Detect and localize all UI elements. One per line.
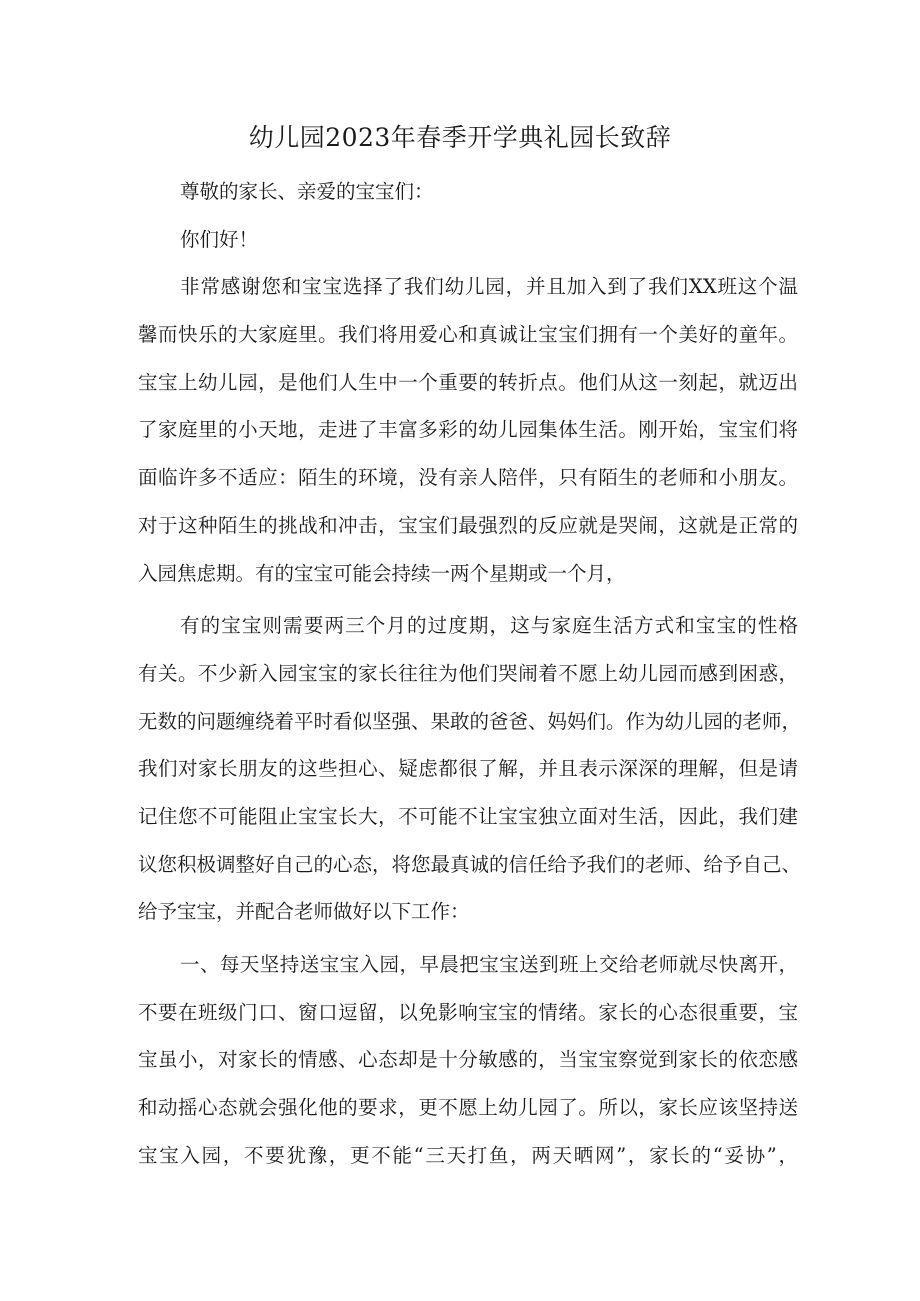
document-body: [138, 168, 802, 1179]
text-line: 记住您不可能阻止宝宝长大，不可能不让宝宝独立面对生活，因此，我们建: [138, 804, 798, 828]
text-line: 给予宝宝，并配合老师做好以下工作：: [138, 900, 470, 924]
text-line: 我们对家长朋友的这些担心、疑虑都很了解，并且表示深深的理解，但是请: [138, 757, 798, 781]
text-line: 有关。不少新入园宝宝的家长往往为他们哭闹着不愿上幼儿园而感到困惑，: [138, 661, 798, 685]
text-line: 对于这种陌生的挑战和冲击，宝宝们最强烈的反应就是哭闹，这就是正常的: [138, 513, 798, 537]
text-line: 议您积极调整好自己的心态，将您最真诚的信任给予我们的老师、给予自己、: [138, 852, 802, 876]
salutation: 尊敬的家长、亲爱的宝宝们：: [180, 180, 434, 203]
greeting: 你们好！: [180, 227, 259, 251]
paragraph-2: [138, 602, 802, 936]
paragraph-3: [138, 941, 798, 1179]
text-line: 宝宝入园，不要犹豫，更不能“三天打鱼，两天晒网”，家长的“妥协”，: [138, 1143, 798, 1167]
text-line: 一、每天坚持送宝宝入园，早晨把宝宝送到班上交给老师就尽快离开，: [180, 953, 798, 976]
text-line: 面临许多不适应：陌生的环境，没有亲人陪伴，只有陌生的老师和小朋友。: [138, 466, 798, 490]
text-line: 宝虽小，对家长的情感、心态却是十分敏感的，当宝宝察觉到家长的依恋感: [138, 1048, 798, 1072]
text-line: 有的宝宝则需要两三个月的过度期，这与家庭生活方式和宝宝的性格: [180, 614, 798, 638]
text-line: 馨而快乐的大家庭里。我们将用爱心和真诚让宝宝们拥有一个美好的童年。: [138, 323, 798, 347]
text-line: 不要在班级门口、窗口逗留，以免影响宝宝的情绪。家长的心态很重要，宝: [138, 1000, 798, 1024]
paragraph-1: [138, 263, 798, 597]
page-title: 幼儿园2023年春季开学典礼园长致辞: [248, 123, 672, 152]
text-line: 无数的问题缠绕着平时看似坚强、果敢的爸爸、妈妈们。作为幼儿园的老师，: [138, 709, 802, 733]
text-line: 宝宝上幼儿园，是他们人生中一个重要的转折点。他们从这一刻起，就迈出: [138, 370, 798, 394]
text-line: 入园焦虑期。有的宝宝可能会持续一两个星期或一个月，: [138, 561, 626, 585]
text-line: 和动摇心态就会强化他的要求，更不愿上幼儿园了。所以，家长应该坚持送: [138, 1096, 798, 1120]
text-line: 非常感谢您和宝宝选择了我们幼儿园，并且加入到了我们XX班这个温: [180, 275, 798, 299]
text-line: 了家庭里的小天地，走进了丰富多彩的幼儿园集体生活。刚开始，宝宝们将: [138, 418, 798, 442]
